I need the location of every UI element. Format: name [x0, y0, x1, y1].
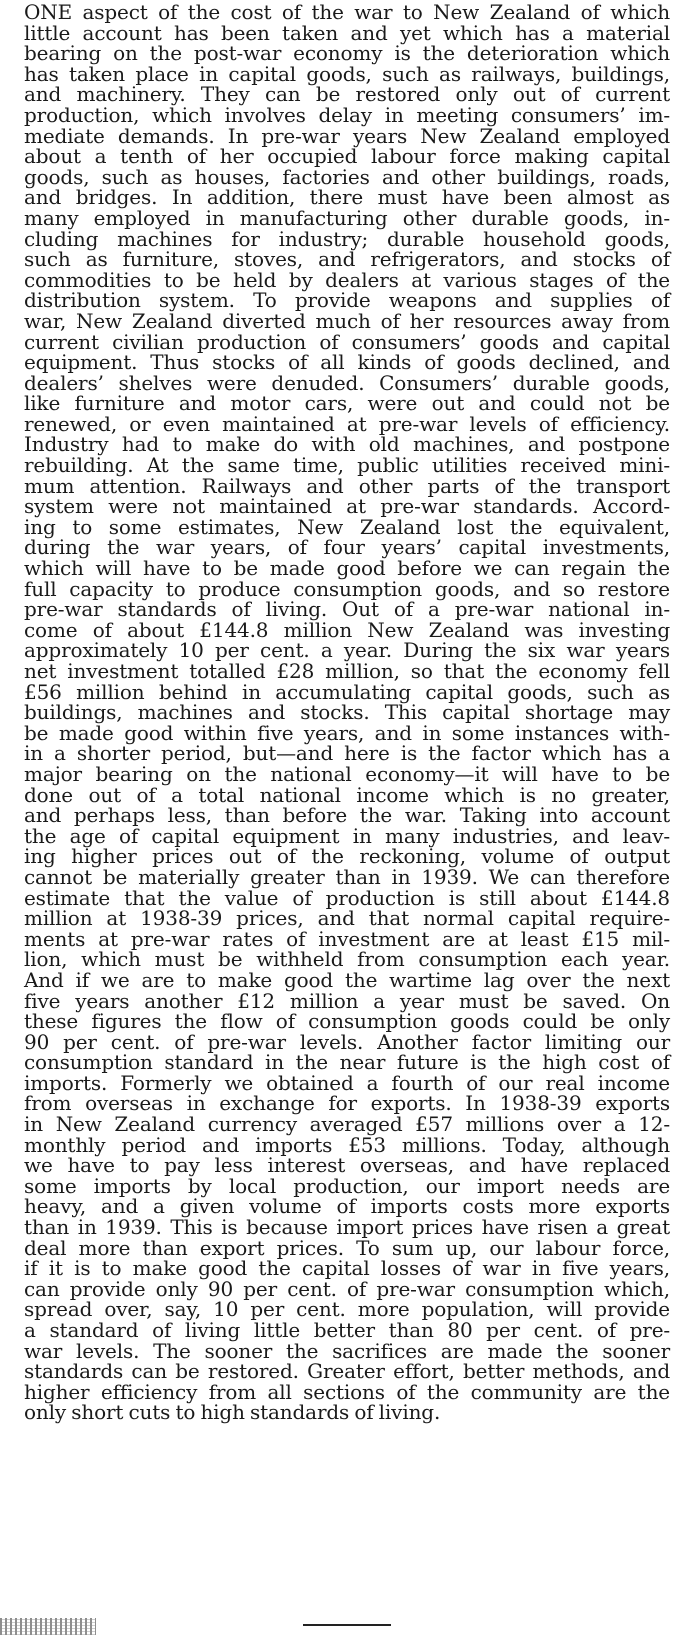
text-line: and machinery. They can be restored only out of current — [24, 82, 670, 107]
text-line: ing higher prices out of the reckoning, volume of output — [24, 844, 670, 869]
text-line: which will have to be made good before we can regain the — [24, 556, 670, 581]
text-line: some imports by local production, our import needs are — [24, 1173, 670, 1198]
text-line: can provide only 90 per cent. of pre-war consumption which, — [24, 1276, 670, 1301]
text-line: approximately 10 per cent. a year. During the six war years — [24, 638, 670, 663]
text-line: major bearing on the national economy—it will have to be — [24, 761, 670, 786]
text-line: the age of capital equipment in many industries, and leav- — [24, 823, 670, 848]
text-line: during the war years, of four years’ capital investments, — [24, 535, 670, 560]
text-line: million at 1938-39 prices, and that normal capital require- — [24, 906, 670, 931]
text-line: Industry had to make do with old machines, and postpone — [24, 432, 670, 457]
text-line: imports. Formerly we obtained a fourth of our real income — [24, 1070, 670, 1095]
text-line: many employed in manufacturing other durable goods, in- — [24, 205, 670, 230]
scan-artifact — [0, 1618, 96, 1635]
text-line: pre-war standards of living. Out of a pre-war national in- — [24, 597, 670, 622]
text-line: has taken place in capital goods, such as railways, buildings, — [24, 61, 670, 86]
text-line: from overseas in exchange for exports. In 1938-39 exports — [24, 1091, 670, 1116]
text-line: lion, which must be withheld from consumption each year. — [24, 947, 670, 972]
text-line: full capacity to produce consumption goods, and so restore — [24, 576, 670, 601]
text-line: buildings, machines and stocks. This capital shortage may — [24, 700, 670, 725]
text-line: mediate demands. In pre-war years New Zealand employed — [24, 123, 670, 148]
text-line: only short cuts to high standards of living. — [24, 1400, 441, 1425]
article-body — [24, 2, 670, 1423]
text-line: system were not maintained at pre-war standards. Accord- — [24, 494, 670, 519]
text-line: like furniture and motor cars, were out and could not be — [24, 391, 670, 416]
text-line: current civilian production of consumers’ goods and capital — [24, 329, 670, 354]
text-line: rebuilding. At the same time, public utilities received mini- — [24, 453, 670, 478]
text-line: ing to some estimates, New Zealand lost the equivalent, — [24, 514, 670, 539]
text-line: in New Zealand currency averaged £57 millions over a 12- — [24, 1112, 670, 1137]
text-line: and bridges. In addition, there must have been almost as — [24, 185, 670, 210]
text-line: war, New Zealand diverted much of her resources away from — [24, 308, 670, 333]
text-line: higher efficiency from all sections of the community are the — [24, 1379, 670, 1404]
text-line: monthly period and imports £53 millions. Today, although — [24, 1132, 670, 1157]
section-divider — [303, 1624, 391, 1626]
text-line: £56 million behind in accumulating capital goods, such as — [24, 679, 670, 704]
text-line: goods, such as houses, factories and other buildings, roads, — [24, 164, 670, 189]
text-line: consumption standard in the near future is the high cost of — [24, 1050, 670, 1075]
text-line: cannot be materially greater than in 1939. We can therefore — [24, 864, 670, 889]
text-line: five years another £12 million a year must be saved. On — [24, 988, 670, 1013]
text-line: about a tenth of her occupied labour force making capital — [24, 144, 670, 169]
text-line: net investment totalled £28 million, so that the economy fell — [24, 659, 670, 683]
text-line: production, which involves delay in meeting consumers’ im- — [24, 102, 670, 127]
text-line: such as furniture, stoves, and refrigerators, and stocks of — [24, 247, 670, 272]
text-line: 90 per cent. of pre-war levels. Another factor limiting our — [24, 1029, 670, 1054]
text-line: equipment. Thus stocks of all kinds of goods declined, and — [24, 350, 670, 375]
text-line: bearing on the post-war economy is the deterioration which — [24, 41, 670, 66]
text-line: we have to pay less interest overseas, and have replaced — [24, 1153, 670, 1178]
text-line: in a shorter period, but—and here is the factor which has a — [24, 741, 670, 766]
text-line: little account has been taken and yet which has a material — [24, 20, 670, 45]
text-line: war levels. The sooner the sacrifices are made the sooner — [24, 1338, 670, 1363]
text-line: commodities to be held by dealers at various stages of the — [24, 267, 670, 292]
text-line: heavy, and a given volume of imports costs more exports — [24, 1194, 670, 1219]
text-line: dealers’ shelves were denuded. Consumers’ durable goods, — [24, 370, 670, 395]
text-line: spread over, say, 10 per cent. more population, will provide — [24, 1297, 670, 1322]
text-line: if it is to make good the capital losses of war in five years, — [24, 1256, 670, 1281]
text-line: than in 1939. This is because import prices have risen a great — [24, 1215, 670, 1240]
text-line: renewed, or even maintained at pre-war levels of efficiency. — [24, 411, 670, 436]
text-line: done out of a total national income which is no greater, — [24, 782, 670, 807]
text-line: deal more than export prices. To sum up, our labour force, — [24, 1235, 670, 1260]
text-line: standards can be restored. Greater effort, better methods, and — [24, 1359, 670, 1384]
text-line: estimate that the value of production is still about £144.8 — [24, 885, 670, 910]
text-line: these figures the flow of consumption goods could be only — [24, 1009, 670, 1034]
text-line: and perhaps less, than before the war. Taking into account — [24, 803, 670, 828]
text-line: cluding machines for industry; durable household goods, — [24, 226, 670, 251]
text-line: distribution system. To provide weapons and supplies of — [24, 288, 670, 313]
text-line: ONE aspect of the cost of the war to New Zealand of which — [24, 0, 670, 24]
text-line: ments at pre-war rates of investment are at least £15 mil- — [24, 926, 670, 951]
text-line: be made good within five years, and in some instances with- — [24, 720, 670, 745]
text-line: mum attention. Railways and other parts of the transport — [24, 473, 670, 498]
text-line: a standard of living little better than 80 per cent. of pre- — [24, 1318, 670, 1342]
text-line: And if we are to make good the wartime lag over the next — [24, 967, 670, 992]
text-line: come of about £144.8 million New Zealand was investing — [24, 617, 670, 642]
